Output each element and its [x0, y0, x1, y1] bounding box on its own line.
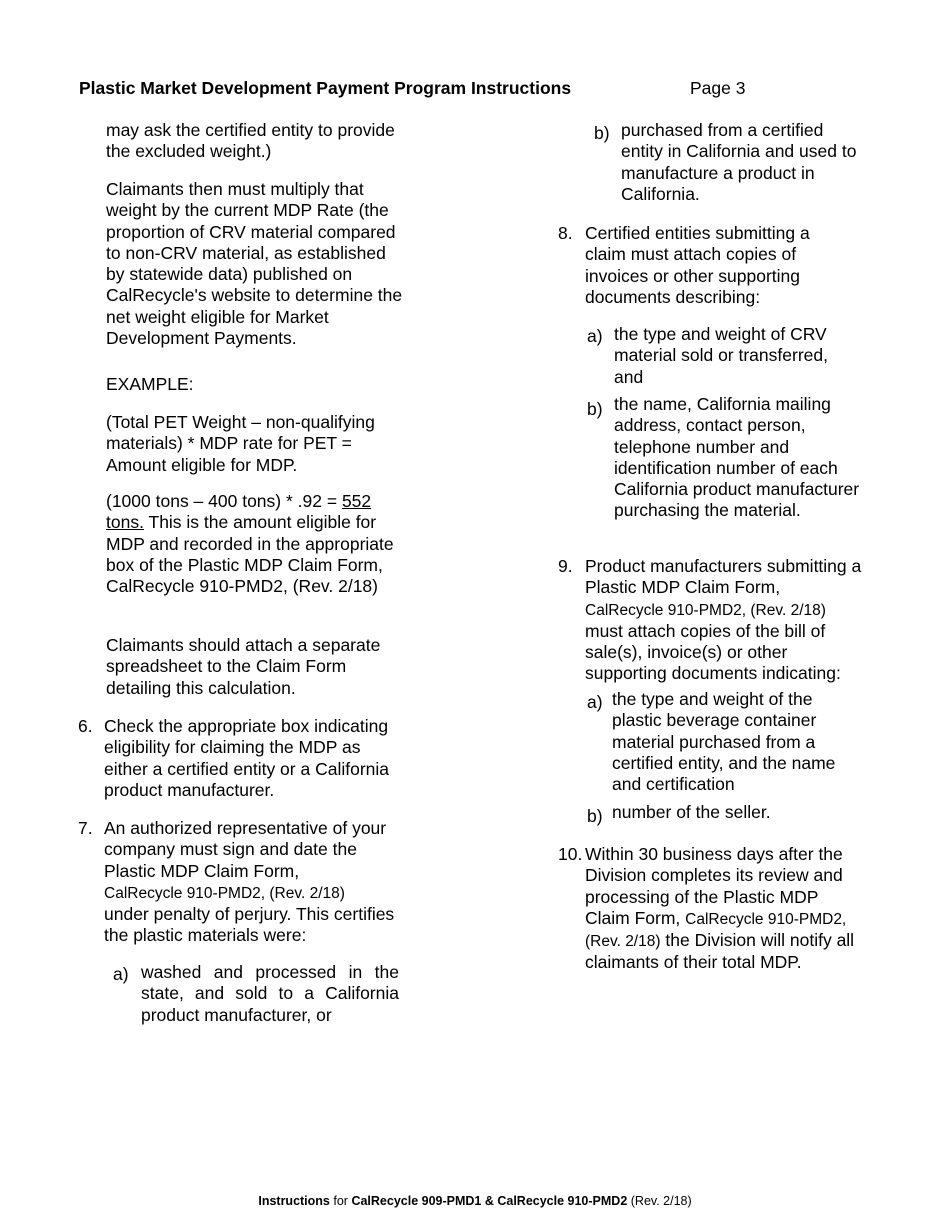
item-7a-label: a) — [113, 964, 129, 984]
item-7-text: An authorized representative of your company must sign and date the Plastic MDP Claim Form, — [104, 818, 387, 881]
item-7b — [621, 120, 861, 205]
item-9b — [612, 802, 860, 823]
item-7-text-cont: under penalty of perjury. This certifies the plastic materials were: — [104, 904, 395, 946]
item-9a-label: a) — [587, 692, 603, 712]
item-7b-text: purchased from a certified entity in California and used to manufacture a product in California. — [621, 120, 857, 204]
item-8-text: Certified entities submitting a claim must attach copies of invoices or other supporting documents describing: — [585, 223, 810, 307]
footer-for: for — [329, 1194, 352, 1208]
attach-text: Claimants should attach a separate spreadsheet to the Claim Form detailing this calculation. — [106, 635, 381, 698]
item-7 — [104, 818, 404, 947]
item-10-form-reference: CalRecycle 910-PMD2, (Rev. 2/18) — [585, 910, 847, 951]
item-10-number: 10. — [558, 844, 583, 864]
formula-paragraph — [106, 412, 406, 476]
calculation-explanation: This is the amount eligible for MDP and recorded in the appropriate box of the Plastic MDP Claim Form, CalRecycle 910-PMD2, (Rev. 2/18) — [106, 512, 394, 597]
footer-forms: CalRecycle 909-PMD1 & CalRecycle 910-PMD2 — [351, 1194, 628, 1208]
item-8 — [585, 223, 835, 308]
footer-instructions: Instructions — [258, 1194, 330, 1208]
item-6-text: Check the appropriate box indicating eligibility for claiming the MDP as either a certified entity or a California product manufacturer. — [104, 716, 389, 800]
item-8b-text: the name, California mailing address, contact person, telephone number and identification number of each California product manufacturer purchasing the material. — [614, 394, 860, 521]
footer-revision: (Rev. 2/18) — [627, 1194, 692, 1208]
item-8-number: 8. — [558, 223, 573, 243]
item-7b-label: b) — [594, 123, 610, 143]
calculation-text: (1000 tons – 400 tons) * .92 = — [106, 491, 342, 511]
item-7a-text: washed and processed in the state, and sold to a California product manufacturer, or — [141, 962, 399, 1025]
item-7a — [141, 962, 399, 1026]
item-8b — [614, 394, 864, 522]
calculation-paragraph — [106, 491, 406, 597]
excluded-weight-text: may ask the certified entity to provide the excluded weight.) — [106, 120, 395, 162]
item-9b-label: b) — [587, 806, 603, 826]
item-8a — [614, 324, 859, 388]
item-8a-text: the type and weight of CRV material sold or transferred, and — [614, 324, 828, 387]
item-6 — [104, 716, 404, 801]
item-10-text-cont: the Division will notify all claimants of their total MDP. — [585, 930, 855, 973]
item-7-form-reference: CalRecycle 910-PMD2, (Rev. 2/18) — [104, 884, 345, 902]
mdp-rate-text: Claimants then must multiply that weight by the current MDP Rate (the proportion of CRV material compared to non-CRV material, as established by statewide data) published on CalRecycle's website to determine the net weight eligible for Market Development Payments. — [106, 179, 403, 349]
formula-text: (Total PET Weight – non-qualifying materials) * MDP rate for PET = Amount eligible for MDP. — [106, 412, 375, 475]
item-9-text: Product manufacturers submitting a Plastic MDP Claim Form, — [585, 556, 862, 598]
item-9-text-cont: must attach copies of the bill of sale(s), invoice(s) or other supporting documents indicating: — [585, 620, 841, 684]
page-number: Page 3 — [690, 78, 746, 98]
item-6-number: 6. — [78, 716, 93, 736]
item-9 — [585, 556, 870, 685]
item-10 — [585, 844, 865, 974]
calculation-result: 552 tons. — [106, 491, 372, 533]
item-10-text: Within 30 business days after the Division completes its review and processing of the Plastic MDP Claim Form, — [585, 844, 843, 928]
continuation-paragraph — [106, 120, 406, 163]
item-8a-label: a) — [587, 326, 603, 346]
mdp-rate-paragraph — [106, 179, 406, 349]
attach-paragraph — [106, 635, 406, 699]
item-9b-text: number of the seller. — [612, 802, 771, 822]
example-label: EXAMPLE: — [106, 374, 194, 394]
item-9a — [612, 689, 860, 795]
item-9-number: 9. — [558, 556, 573, 576]
item-7-number: 7. — [78, 818, 93, 838]
page-title: Plastic Market Development Payment Program Instructions — [79, 78, 572, 98]
item-9-form-reference: CalRecycle 910-PMD2, (Rev. 2/18) — [585, 601, 826, 619]
page-footer — [0, 1194, 950, 1209]
item-8b-label: b) — [587, 399, 603, 419]
item-9a-text: the type and weight of the plastic beverage container material purchased from a certified entity, and the name and certification — [612, 689, 836, 795]
